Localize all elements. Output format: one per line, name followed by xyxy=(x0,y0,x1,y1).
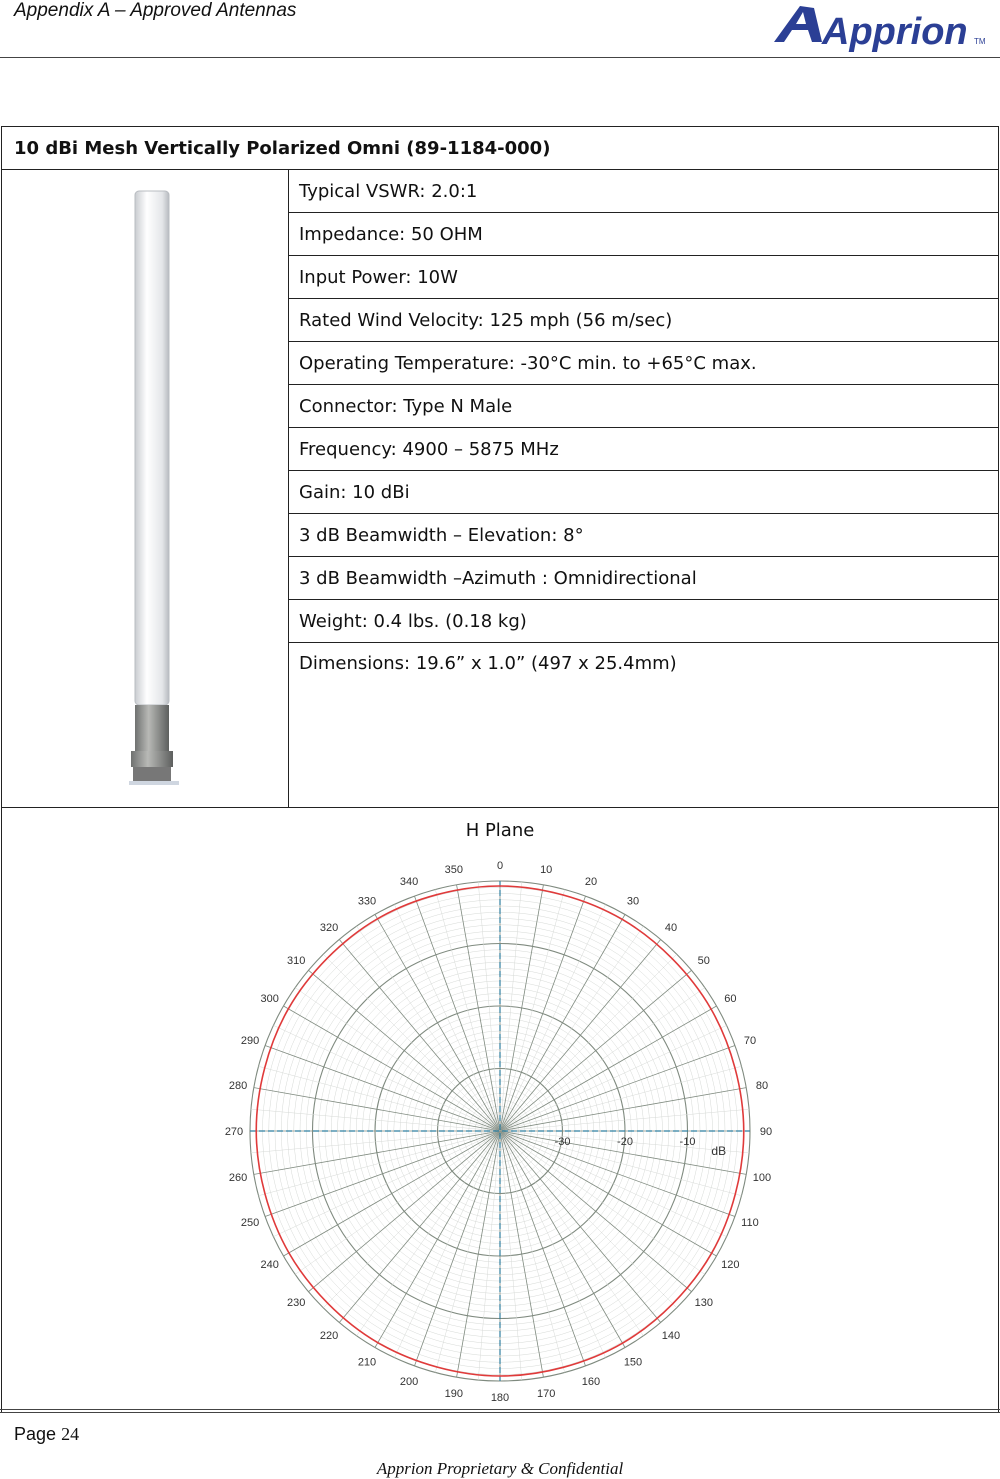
spec-row: Rated Wind Velocity: 125 mph (56 m/sec) xyxy=(289,299,999,342)
angle-tick-label: 120 xyxy=(721,1259,740,1271)
angle-tick-label: 50 xyxy=(697,955,710,968)
angle-tick-label: 200 xyxy=(399,1375,419,1388)
angle-tick-label: 240 xyxy=(260,1259,279,1271)
grid-spoke xyxy=(500,1066,741,1131)
grid-spoke xyxy=(500,890,565,1131)
angle-tick-label: 160 xyxy=(581,1375,601,1388)
angle-tick-label: 100 xyxy=(752,1172,772,1185)
antenna-image xyxy=(105,187,185,787)
spec-row: 3 dB Beamwidth – Elevation: 8° xyxy=(289,514,999,557)
grid-spoke xyxy=(435,890,500,1131)
antenna-spec-table xyxy=(1,126,999,1413)
spec-row: Typical VSWR: 2.0:1 xyxy=(289,170,999,213)
radial-tick-label: -10 xyxy=(679,1136,696,1148)
page-header-title: Appendix A – Approved Antennas xyxy=(14,0,297,21)
apprion-logo xyxy=(770,0,992,58)
angle-tick-label: 320 xyxy=(319,922,339,935)
spec-row: Frequency: 4900 – 5875 MHz xyxy=(289,428,999,471)
chart-title: H Plane xyxy=(465,820,535,841)
angle-tick-label: 90 xyxy=(759,1126,773,1138)
angle-tick-label: 140 xyxy=(661,1329,681,1342)
radial-tick-label: -20 xyxy=(617,1136,633,1148)
angle-tick-label: 310 xyxy=(287,955,306,968)
angle-tick-label: 80 xyxy=(755,1079,769,1092)
spec-row: Connector: Type N Male xyxy=(289,385,999,428)
angle-tick-label: 210 xyxy=(357,1356,377,1369)
angle-tick-label: 350 xyxy=(444,864,463,877)
logo-trademark: TM xyxy=(974,37,986,46)
angle-tick-label: 30 xyxy=(626,895,640,908)
angle-tick-label: 40 xyxy=(664,922,678,935)
angle-tick-label: 10 xyxy=(540,864,553,877)
spec-row: Input Power: 10W xyxy=(289,256,999,299)
angle-tick-label: 0 xyxy=(496,860,504,872)
angle-tick-label: 130 xyxy=(694,1296,713,1309)
spec-row: 3 dB Beamwidth –Azimuth : Omnidirectional xyxy=(289,557,999,600)
angle-tick-label: 150 xyxy=(623,1356,643,1369)
angle-tick-label: 20 xyxy=(584,876,598,889)
grid-spoke xyxy=(259,1066,500,1131)
angle-tick-label: 110 xyxy=(741,1216,759,1229)
angle-tick-label: 280 xyxy=(228,1079,248,1092)
h-plane-polar-chart xyxy=(220,841,780,1401)
angle-tick-label: 270 xyxy=(224,1126,244,1138)
footer-divider-secondary xyxy=(0,1412,1000,1413)
antenna-image-cell xyxy=(2,170,289,808)
grid-spoke xyxy=(259,1131,500,1196)
confidential-notice: Apprion Proprietary & Confidential xyxy=(376,1459,624,1478)
antenna-title: 10 dBi Mesh Vertically Polarized Omni (89-1184-000) xyxy=(2,127,999,170)
angle-tick-label: 260 xyxy=(228,1172,248,1185)
angle-tick-label: 60 xyxy=(724,993,737,1005)
footer-divider xyxy=(0,1409,1000,1410)
spec-row: Impedance: 50 OHM xyxy=(289,213,999,256)
angle-tick-label: 170 xyxy=(537,1387,556,1400)
angle-tick-label: 70 xyxy=(743,1035,757,1048)
grid-spoke xyxy=(435,1131,500,1372)
angle-tick-label: 300 xyxy=(260,993,279,1005)
angle-tick-label: 230 xyxy=(287,1296,306,1309)
angle-tick-label: 290 xyxy=(240,1035,260,1048)
grid-spoke xyxy=(500,1131,565,1372)
angle-tick-label: 330 xyxy=(357,895,377,908)
angle-tick-label: 220 xyxy=(319,1329,339,1342)
spec-row: Gain: 10 dBi xyxy=(289,471,999,514)
page-label-text: Page xyxy=(14,1424,57,1444)
header-divider xyxy=(0,57,1000,58)
angle-tick-label: 190 xyxy=(444,1387,463,1400)
logo-wordmark: Apprion xyxy=(822,11,968,53)
angle-tick-label: 340 xyxy=(399,876,419,889)
radial-unit-label: dB xyxy=(711,1144,727,1158)
radial-tick-label: -30 xyxy=(554,1136,571,1148)
page-number-label xyxy=(14,1424,79,1445)
spec-row: Operating Temperature: -30°C min. to +65°C max. xyxy=(289,342,999,385)
h-plane-chart-cell xyxy=(2,808,999,1413)
angle-tick-label: 180 xyxy=(490,1392,510,1401)
page-number: 24 xyxy=(61,1424,80,1444)
spec-row: Dimensions: 19.6” x 1.0” (497 x 25.4mm) xyxy=(289,643,999,808)
angle-tick-label: 250 xyxy=(240,1216,260,1229)
spec-row: Weight: 0.4 lbs. (0.18 kg) xyxy=(289,600,999,643)
